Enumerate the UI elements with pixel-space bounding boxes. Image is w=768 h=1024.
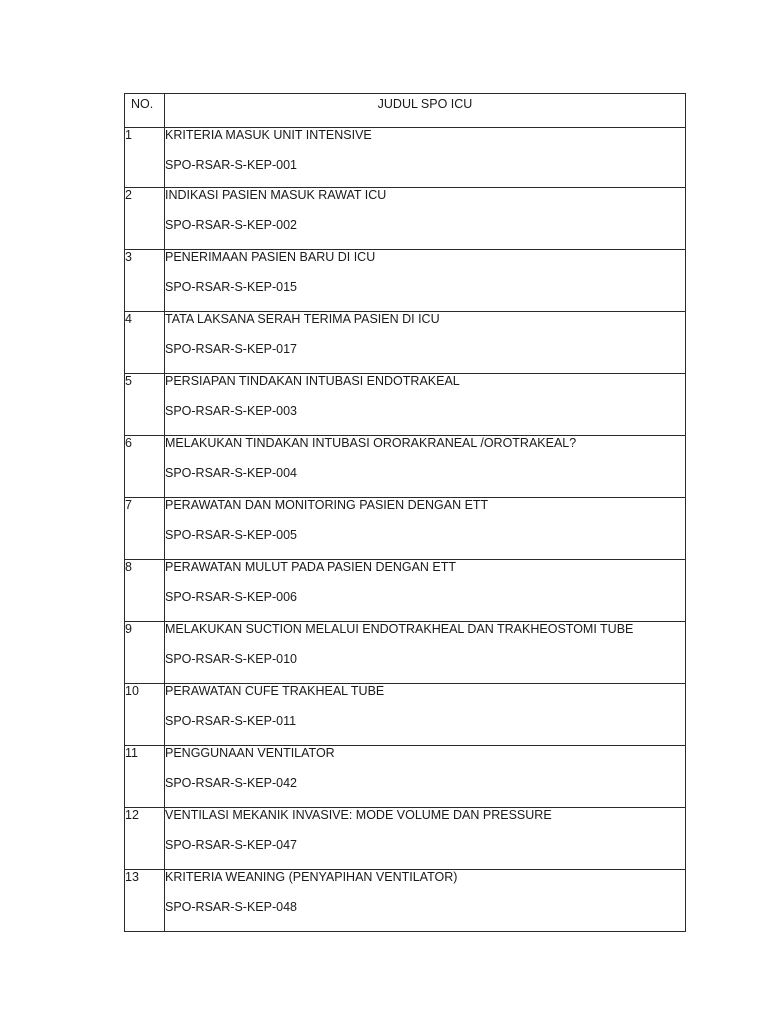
row-description [165, 436, 686, 498]
table-row [125, 684, 686, 746]
spo-title: TATA LAKSANA SERAH TERIMA PASIEN DI ICU [165, 312, 440, 326]
table-row [125, 560, 686, 622]
spo-title: MELAKUKAN SUCTION MELALUI ENDOTRAKHEAL DAN TRAKHEOSTOMI TUBE [165, 622, 634, 636]
spo-title: PERAWATAN DAN MONITORING PASIEN DENGAN ETT [165, 498, 489, 512]
row-number: 8 [125, 560, 165, 622]
row-description [165, 250, 686, 312]
row-number: 10 [125, 684, 165, 746]
row-number: 9 [125, 622, 165, 684]
spo-code: SPO-RSAR-S-KEP-015 [165, 280, 297, 294]
table-row [125, 870, 686, 932]
table-row [125, 622, 686, 684]
table-row [125, 746, 686, 808]
spo-title: KRITERIA MASUK UNIT INTENSIVE [165, 128, 372, 142]
row-description [165, 622, 686, 684]
table-header-row [125, 94, 686, 128]
spo-icu-table [124, 93, 686, 932]
row-number: 7 [125, 498, 165, 560]
row-description [165, 374, 686, 436]
spo-code: SPO-RSAR-S-KEP-002 [165, 218, 297, 232]
table-row [125, 188, 686, 250]
spo-title: PERAWATAN MULUT PADA PASIEN DENGAN ETT [165, 560, 457, 574]
row-number: 4 [125, 312, 165, 374]
spo-title: PENGGUNAAN VENTILATOR [165, 746, 335, 760]
spo-code: SPO-RSAR-S-KEP-047 [165, 838, 297, 852]
row-description [165, 808, 686, 870]
spo-title: PERSIAPAN TINDAKAN INTUBASI ENDOTRAKEAL [165, 374, 460, 388]
spo-title: PERAWATAN CUFE TRAKHEAL TUBE [165, 684, 385, 698]
row-description [165, 128, 686, 188]
row-number: 5 [125, 374, 165, 436]
row-number: 6 [125, 436, 165, 498]
row-number: 1 [125, 128, 165, 188]
spo-code: SPO-RSAR-S-KEP-006 [165, 590, 297, 604]
table-row [125, 312, 686, 374]
table-row [125, 808, 686, 870]
spo-code: SPO-RSAR-S-KEP-004 [165, 466, 297, 480]
table-row [125, 250, 686, 312]
row-description [165, 312, 686, 374]
header-no: NO. [125, 94, 165, 128]
table-row [125, 374, 686, 436]
spo-code: SPO-RSAR-S-KEP-010 [165, 652, 297, 666]
table-body [125, 128, 686, 932]
spo-title: INDIKASI PASIEN MASUK RAWAT ICU [165, 188, 387, 202]
spo-code: SPO-RSAR-S-KEP-042 [165, 776, 297, 790]
spo-code: SPO-RSAR-S-KEP-001 [165, 158, 297, 172]
spo-title: VENTILASI MEKANIK INVASIVE: MODE VOLUME DAN PRESSURE [165, 808, 552, 822]
table-row [125, 128, 686, 188]
row-description [165, 498, 686, 560]
row-number: 3 [125, 250, 165, 312]
header-title: JUDUL SPO ICU [165, 94, 686, 128]
spo-code: SPO-RSAR-S-KEP-048 [165, 900, 297, 914]
table-row [125, 436, 686, 498]
spo-code: SPO-RSAR-S-KEP-017 [165, 342, 297, 356]
row-description [165, 684, 686, 746]
spo-title: MELAKUKAN TINDAKAN INTUBASI ORORAKRANEAL /OROTRAKEAL? [165, 436, 577, 450]
row-description [165, 870, 686, 932]
spo-code: SPO-RSAR-S-KEP-005 [165, 528, 297, 542]
spo-code: SPO-RSAR-S-KEP-011 [165, 714, 297, 728]
row-number: 12 [125, 808, 165, 870]
row-number: 13 [125, 870, 165, 932]
spo-title: PENERIMAAN PASIEN BARU DI ICU [165, 250, 376, 264]
spo-code: SPO-RSAR-S-KEP-003 [165, 404, 297, 418]
row-description [165, 746, 686, 808]
row-description [165, 188, 686, 250]
table-row [125, 498, 686, 560]
spo-title: KRITERIA WEANING (PENYAPIHAN VENTILATOR) [165, 870, 458, 884]
row-number: 11 [125, 746, 165, 808]
row-number: 2 [125, 188, 165, 250]
row-description [165, 560, 686, 622]
